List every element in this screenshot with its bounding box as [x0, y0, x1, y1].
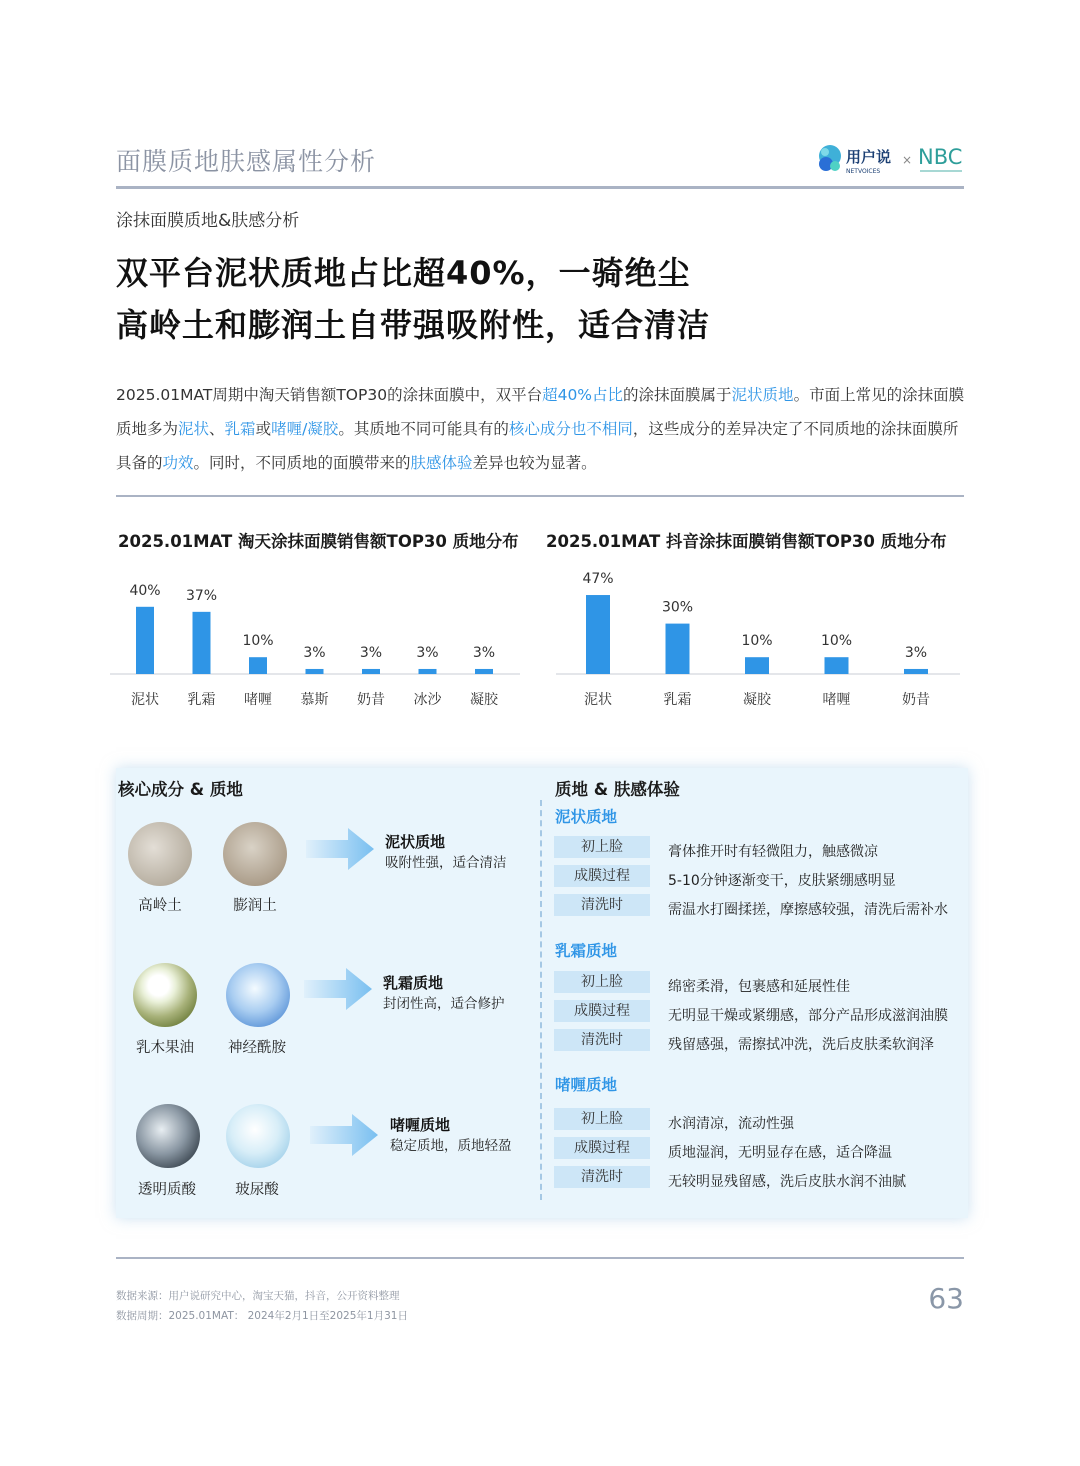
intro-text: 。市面上常见的涂抹面膜质地多为	[116, 386, 965, 438]
texture-desc: 封闭性高，适合修护	[383, 996, 505, 1012]
chart-category-label: 乳霜	[187, 692, 216, 708]
texture-title: 泥状质地	[385, 833, 446, 851]
chart-bar	[475, 669, 493, 674]
intro-text: 差异也较为显著。	[472, 454, 597, 472]
netvoices-logo-icon	[816, 140, 966, 180]
intro-text: 或	[255, 420, 272, 438]
stage-tag: 成膜过程	[554, 865, 650, 887]
chart-bar	[419, 669, 437, 674]
page-title: 面膜质地肤感属性分析	[116, 147, 377, 176]
chart-value-label: 3%	[416, 644, 439, 661]
chart-category-label: 奶昔	[357, 692, 385, 708]
chart-bar	[249, 657, 267, 674]
brand-logos	[816, 140, 966, 180]
stage-desc: 需温水打圈揉搓，摩擦感较强，清洗后需补水	[668, 902, 948, 918]
intro-text: 。其质地不同可能具有的	[338, 420, 509, 438]
intro-text: 的涂抹面膜属于	[623, 386, 732, 404]
chart-title-douyin: 2025.01MAT 抖音涂抹面膜销售额TOP30 质地分布	[546, 532, 947, 551]
logo-partner: NBC	[918, 145, 963, 169]
ingredient-name: 高岭土	[138, 898, 182, 914]
arrow-right-icon	[304, 966, 374, 1012]
chart-value-label: 3%	[359, 644, 383, 661]
texture-title: 啫喱质地	[390, 1116, 451, 1134]
headline-line-1: 双平台泥状质地占比超40%，一骑绝尘	[116, 254, 691, 292]
ingredient-name: 神经酰胺	[228, 1040, 286, 1056]
stage-tag: 成膜过程	[554, 1000, 650, 1022]
stage-tag: 成膜过程	[554, 1137, 650, 1159]
intro-highlight: 功效	[162, 454, 194, 472]
header-divider	[116, 186, 964, 189]
chart-category-label: 泥状	[584, 692, 612, 708]
panel-divider	[540, 800, 542, 1200]
section-label: 涂抹面膜质地&肤感分析	[116, 211, 300, 231]
footer-period: 数据周期：2025.01MAT： 2024年2月1日至2025年1月31日	[116, 1310, 408, 1322]
arrow-right-icon	[306, 826, 376, 872]
chart-category-label: 乳霜	[663, 692, 692, 708]
chart-category-label: 凝胶	[470, 692, 498, 708]
logo-separator: ×	[902, 153, 913, 167]
kaolin-image-icon	[128, 822, 192, 886]
chart-title-taotian: 2025.01MAT 淘天涂抹面膜销售额TOP30 质地分布	[118, 532, 519, 551]
ingredient-name: 透明质酸	[138, 1182, 196, 1198]
panel-right-header: 质地 & 肤感体验	[555, 780, 680, 799]
stage-desc: 无明显干燥或紧绷感，部分产品形成滋润油膜	[668, 1008, 948, 1024]
section-divider	[116, 495, 964, 497]
intro-highlight: 核心成分也不相同	[508, 420, 633, 438]
ingredient-name: 玻尿酸	[235, 1182, 279, 1198]
chart-value-label: 3%	[303, 644, 326, 661]
intro-highlight: 超40%占比	[542, 386, 624, 404]
ceramide-image-icon	[226, 963, 290, 1027]
arrow-right-icon	[310, 1112, 380, 1158]
intro-text: 2025.01MAT周期中淘天销售额TOP30的涂抹面膜中，双平台	[116, 386, 543, 404]
ingredient-name: 膨润土	[233, 898, 277, 914]
chart-bar	[745, 657, 769, 674]
logo-brand-cn: 用户说	[846, 148, 892, 166]
headline-line-2: 高岭土和膨润土自带强吸附性，适合清洁	[116, 306, 711, 344]
chart-value-label: 10%	[242, 633, 274, 650]
intro-highlight: 肤感体验	[410, 454, 473, 472]
texture-title: 乳霜质地	[383, 974, 444, 992]
group-title-gel: 啫喱质地	[555, 1076, 618, 1094]
logo-brand-en: NETVOICES	[846, 168, 881, 175]
hyaluronic-acid-image-icon	[136, 1104, 200, 1168]
intro-highlight: 乳霜	[224, 420, 256, 438]
texture-desc: 稳定质地，质地轻盈	[390, 1138, 512, 1154]
stage-desc: 膏体推开时有轻微阻力，触感微凉	[668, 844, 878, 860]
intro-text: 。同时，不同质地的面膜带来的	[193, 454, 411, 472]
chart-taotian	[110, 560, 520, 720]
intro-text: 、	[209, 420, 225, 438]
chart-value-label: 47%	[582, 571, 614, 588]
stage-desc: 质地湿润，无明显存在感，适合降温	[668, 1145, 892, 1161]
group-title-mud: 泥状质地	[555, 808, 618, 826]
stage-desc: 水润清凉，流动性强	[668, 1116, 794, 1132]
chart-bar	[904, 669, 928, 674]
stage-desc: 无较明显残留感，洗后皮肤水润不油腻	[668, 1174, 906, 1190]
shea-butter-image-icon	[133, 963, 197, 1027]
chart-value-label: 3%	[472, 644, 496, 661]
chart-bar	[306, 669, 324, 674]
texture-desc: 吸附性强，适合清洁	[385, 855, 507, 871]
stage-tag: 初上脸	[554, 971, 650, 993]
chart-category-label: 泥状	[131, 692, 159, 708]
chart-bar	[362, 669, 380, 674]
chart-category-label: 慕斯	[300, 692, 329, 708]
panel-left-header: 核心成分 & 质地	[118, 780, 243, 799]
chart-value-label: 10%	[820, 633, 853, 650]
chart-bar	[136, 607, 154, 674]
chart-bar	[825, 657, 849, 674]
chart-value-label: 37%	[185, 587, 218, 604]
chart-bar	[193, 612, 211, 674]
chart-category-label: 啫喱	[244, 692, 272, 708]
bentonite-image-icon	[223, 822, 287, 886]
chart-douyin	[556, 560, 960, 720]
sodium-hyaluronate-image-icon	[226, 1104, 290, 1168]
intro-highlight: 泥状	[178, 420, 210, 438]
stage-tag: 清洗时	[554, 1029, 650, 1051]
intro-text: ，这些成分的差异决定了不同质地的涂抹面膜所具备的	[116, 420, 959, 472]
intro-highlight: 泥状质地	[731, 386, 794, 404]
intro-highlight: 啫喱/凝胶	[271, 420, 339, 438]
page-number: 63	[928, 1282, 964, 1315]
chart-value-label: 40%	[129, 582, 161, 599]
group-title-cream: 乳霜质地	[555, 942, 618, 960]
chart-category-label: 冰沙	[413, 692, 442, 708]
ingredient-name: 乳木果油	[136, 1040, 194, 1056]
footer-source: 数据来源：用户说研究中心，淘宝天猫，抖音，公开资料整理	[116, 1290, 400, 1302]
chart-bar	[586, 595, 610, 674]
stage-tag: 清洗时	[554, 894, 650, 916]
footer-divider	[116, 1257, 964, 1259]
chart-category-label: 凝胶	[743, 692, 771, 708]
intro-paragraph	[116, 378, 966, 480]
chart-value-label: 3%	[904, 644, 928, 661]
stage-tag: 初上脸	[554, 836, 650, 858]
chart-category-label: 啫喱	[822, 692, 851, 708]
chart-category-label: 奶昔	[902, 692, 930, 708]
chart-bar	[666, 624, 690, 674]
stage-tag: 初上脸	[554, 1108, 650, 1130]
chart-value-label: 30%	[661, 599, 694, 616]
stage-desc: 绵密柔滑，包裹感和延展性佳	[668, 979, 850, 995]
stage-desc: 残留感强，需擦拭冲洗，洗后皮肤柔软润泽	[668, 1037, 934, 1053]
stage-tag: 清洗时	[554, 1166, 650, 1188]
stage-desc: 5-10分钟逐渐变干，皮肤紧绷感明显	[668, 873, 896, 889]
chart-value-label: 10%	[741, 633, 773, 650]
